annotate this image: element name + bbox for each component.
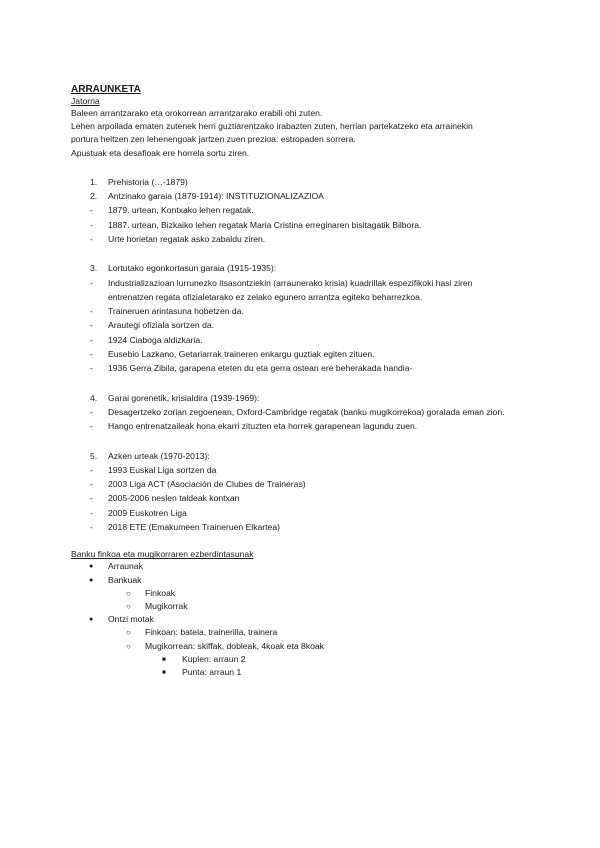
list-marker: - xyxy=(90,219,93,230)
bullet-item xyxy=(71,600,541,613)
document-content xyxy=(71,84,541,679)
list-marker: - xyxy=(90,522,93,533)
history-section xyxy=(71,449,541,535)
bullet-icon: ● xyxy=(89,563,94,571)
list-marker: - xyxy=(90,363,93,374)
dash-item xyxy=(71,290,541,304)
history-section xyxy=(71,175,541,246)
item-text: 1924 Ciaboga aldizkaria. xyxy=(108,334,203,345)
bullet-text: Mugikorrean: skiffak, dobleak, 4koak eta 8koak xyxy=(145,640,324,651)
dash-item xyxy=(71,232,541,246)
bullet-icon: ○ xyxy=(126,588,131,598)
list-marker: - xyxy=(90,406,93,417)
item-text: Arautegi ofiziala sortzen da. xyxy=(108,320,215,331)
item-text: Prehistoria (…-1879) xyxy=(108,176,188,187)
dash-item xyxy=(71,304,541,318)
bullet-item xyxy=(71,574,541,587)
dash-item xyxy=(71,203,541,217)
list-marker: - xyxy=(90,421,93,432)
differences-list xyxy=(71,560,541,679)
dash-item xyxy=(71,361,541,375)
bullet-text: Kuplen: arraun 2 xyxy=(182,653,246,664)
numbered-item xyxy=(71,391,541,405)
item-text: 1887. urtean, Bizkaiko lehen regatak Maria Cristina erreginaren bisitagatik Bilbora. xyxy=(108,219,422,230)
list-marker: - xyxy=(90,479,93,490)
bullet-icon: ■ xyxy=(162,668,166,676)
intro-line: Apustuak eta desafioak ere horrela sortu ziren. xyxy=(71,147,250,158)
item-text: Urte horietan regatak asko zabaldu ziren. xyxy=(108,234,266,244)
item-text: Azken urteak (1970-2013): xyxy=(108,450,210,461)
item-text: Desagertzeko zorian zegoenean, Oxford-Cambridge regatak (banku mugikorrekoa) goralada eman zion. xyxy=(108,406,505,417)
dash-item xyxy=(71,333,541,347)
dash-item xyxy=(71,276,541,290)
list-marker: 3. xyxy=(90,263,98,274)
document-title: ARRAUNKETA xyxy=(71,84,141,95)
item-text: 1936 Gerra Zibila, garapena eteten du eta gerra ostean ere beherakada handia- xyxy=(108,363,413,374)
item-text: Antzinako garaia (1879-1914): INSTITUZIONALIZAZIOA xyxy=(108,191,324,202)
bullet-icon: ● xyxy=(89,616,94,624)
item-text: 2003 Liga ACT (Asociación de Clubes de Traineras) xyxy=(108,479,306,490)
item-text: 2009 Euskotren Liga xyxy=(108,507,187,518)
bullet-icon: ● xyxy=(89,576,94,584)
numbered-item xyxy=(71,175,541,189)
list-marker: - xyxy=(90,320,93,331)
item-text: Hango entrenatzaileak hona ekarri zituzten eta horrek garapenean lagundu zuen. xyxy=(108,421,418,432)
item-text: Garai gorenetik, krisialdira (1939-1969): xyxy=(108,392,260,403)
item-text: Industrializazioan lurrunezko itsasontziekin (arraunerako krisia) kuadrillak espezifikoki hasi ziren xyxy=(108,277,473,288)
dash-item xyxy=(71,419,541,433)
intro-paragraph xyxy=(71,107,541,160)
item-text: 2005-2006 neslen taldeak kontxan xyxy=(108,493,240,504)
bullet-item xyxy=(71,653,541,666)
bullet-icon: ○ xyxy=(126,628,131,638)
bullet-text: Punta: arraun 1 xyxy=(182,666,242,677)
item-text: Lortutako egonkortasun garaia (1915-1935): xyxy=(108,263,277,274)
list-marker: 4. xyxy=(90,392,98,403)
list-marker: - xyxy=(90,306,93,317)
list-marker: - xyxy=(90,205,93,216)
dash-item xyxy=(71,477,541,491)
dash-item xyxy=(71,491,541,505)
bullet-icon: ■ xyxy=(162,655,166,663)
bullet-item xyxy=(71,626,541,639)
differences-heading: Banku finkoa eta mugikorraren ezberdintasunak xyxy=(71,549,254,560)
bullet-item xyxy=(71,613,541,626)
list-marker: - xyxy=(90,334,93,345)
bullet-icon: ○ xyxy=(126,641,131,651)
origin-heading: Jatorria xyxy=(71,96,100,106)
list-marker: - xyxy=(90,349,93,360)
numbered-item xyxy=(71,189,541,203)
dash-item xyxy=(71,318,541,332)
dash-item xyxy=(71,463,541,477)
bullet-text: Bankuak xyxy=(108,574,142,585)
bullet-item xyxy=(71,560,541,573)
numbered-item xyxy=(71,261,541,275)
item-text: entrenatzen regata ofizialetarako ez zelako egunero arrantza egiteko beharrezkoa. xyxy=(108,291,423,302)
history-sections xyxy=(71,160,541,535)
list-marker: - xyxy=(90,464,93,475)
intro-line: portura heltzen zen lehenengoak jartzen zuen prezioa: estropaden sorrera. xyxy=(71,134,356,145)
list-marker: 2. xyxy=(90,191,98,202)
item-text: Traineruen arintasuna hobetzen da. xyxy=(108,306,244,317)
history-section xyxy=(71,261,541,375)
bullet-text: Finkoak xyxy=(145,587,176,598)
item-text: 1993 Euskal Liga sortzen da xyxy=(108,464,217,475)
item-text: Eusebio Lazkano, Getariarrak traineren enkargu guztiak egiten zituen. xyxy=(108,349,375,360)
item-text: 1879. urtean, Kontxako lehen regatak. xyxy=(108,205,254,216)
list-marker: 5. xyxy=(90,450,98,461)
dash-item xyxy=(71,347,541,361)
intro-line: Baleen arrantzarako eta orokorrean arrantzarako erabili ohi zuten. xyxy=(71,108,323,118)
bullet-item xyxy=(71,587,541,600)
history-section xyxy=(71,391,541,434)
list-marker: 1. xyxy=(90,176,98,187)
bullet-item xyxy=(71,640,541,653)
item-text: 2018 ETE (Emakumeen Traineruen Elkartea) xyxy=(108,522,280,533)
bullet-text: Finkoan: batela, trainerilla, trainera xyxy=(145,627,278,638)
dash-item xyxy=(71,218,541,232)
bullet-text: Mugikorrak xyxy=(145,600,188,611)
bullet-icon: ○ xyxy=(126,601,131,611)
list-marker: - xyxy=(90,234,93,244)
dash-item xyxy=(71,405,541,419)
bullet-item xyxy=(71,666,541,679)
list-marker: - xyxy=(90,507,93,518)
dash-item xyxy=(71,506,541,520)
list-marker: - xyxy=(90,493,93,504)
bullet-text: Arraunak xyxy=(108,561,143,572)
list-marker: - xyxy=(90,277,93,288)
dash-item xyxy=(71,520,541,534)
intro-line: Lehen arpoilada ematen zutenek herri guztiarentzako irabazten zuten, herrian partekatzeko eta arrainekin xyxy=(71,121,473,132)
numbered-item xyxy=(71,449,541,463)
bullet-text: Ontzi motak xyxy=(108,614,154,625)
